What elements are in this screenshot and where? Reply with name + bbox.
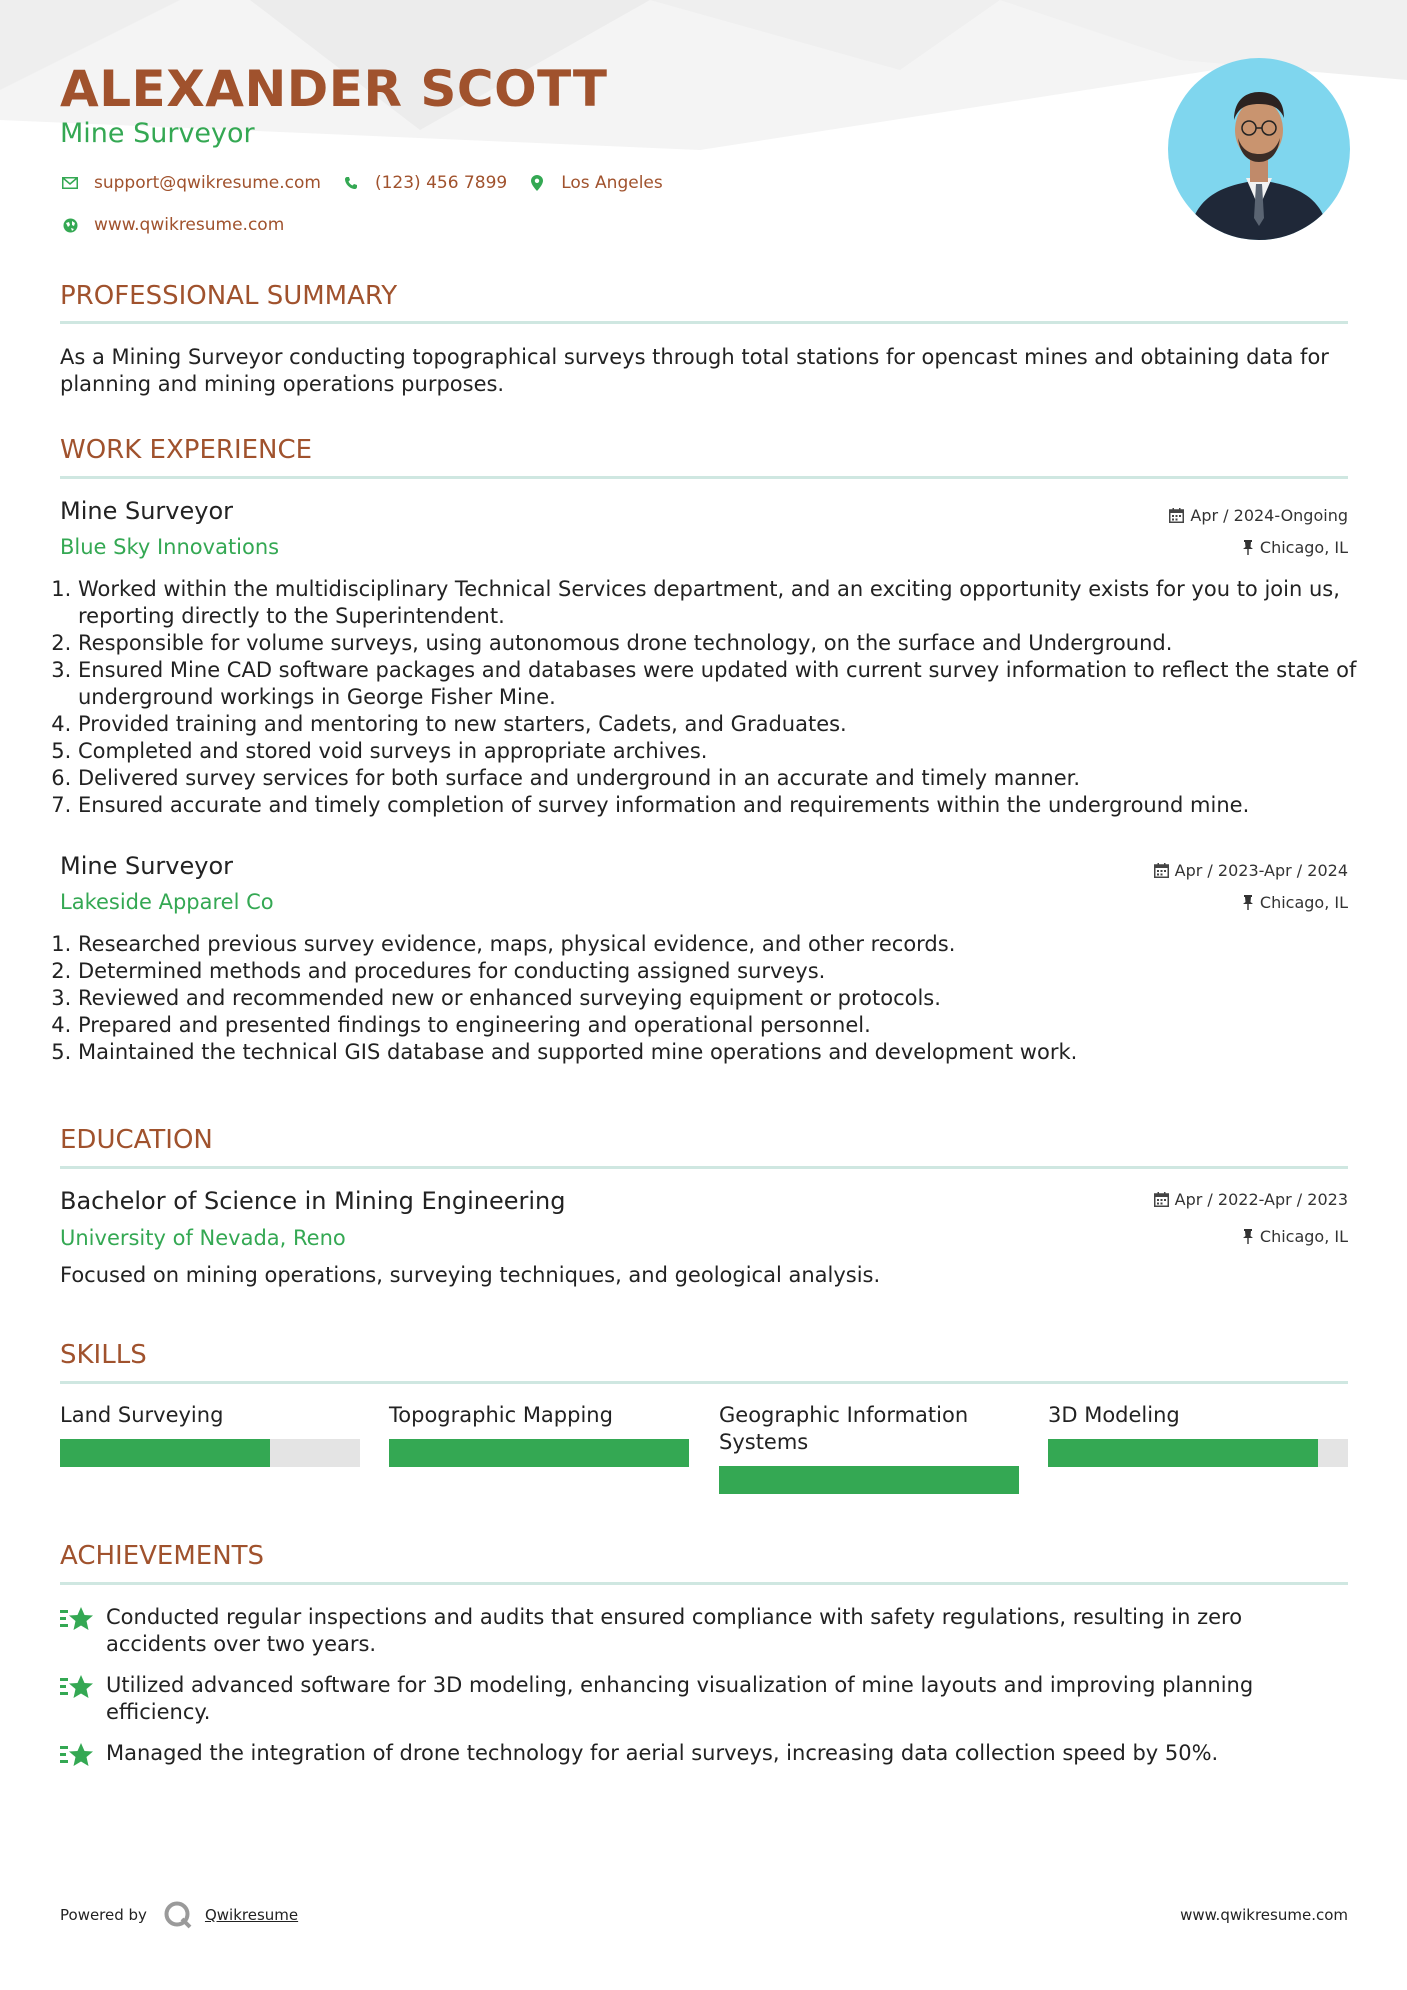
achievement-item bbox=[60, 1604, 1348, 1658]
skill-level-fill bbox=[1048, 1439, 1318, 1467]
job-dates bbox=[1169, 506, 1348, 525]
website-row bbox=[60, 215, 304, 235]
skill-level-bar bbox=[60, 1439, 360, 1467]
list-item: 7. Ensured accurate and timely completion of survey information and requirements within the underground mine. bbox=[78, 792, 1366, 819]
school-name: University of Nevada, Reno bbox=[60, 1226, 346, 1250]
job-location-text: Chicago, IL bbox=[1259, 893, 1348, 912]
education-description: Focused on mining operations, surveying techniques, and geological analysis. bbox=[60, 1263, 881, 1287]
job-responsibilities bbox=[60, 931, 1366, 1066]
skill-item bbox=[60, 1402, 360, 1467]
qwikresume-logo-icon bbox=[163, 1900, 193, 1930]
achievements-divider bbox=[60, 1582, 1348, 1585]
candidate-name: ALEXANDER SCOTT bbox=[60, 60, 608, 118]
job-title: Mine Surveyor bbox=[60, 852, 234, 880]
job-dates-text: Apr / 2024-Ongoing bbox=[1190, 506, 1348, 525]
phone-icon bbox=[341, 173, 361, 193]
skill-level-bar bbox=[389, 1439, 689, 1467]
job-dates-text: Apr / 2023-Apr / 2024 bbox=[1174, 861, 1348, 880]
list-item: 5. Maintained the technical GIS database and supported mine operations and development work. bbox=[78, 1039, 1366, 1066]
skill-item bbox=[1048, 1402, 1348, 1467]
candidate-role: Mine Surveyor bbox=[60, 118, 255, 149]
company-name: Lakeside Apparel Co bbox=[60, 890, 274, 914]
pushpin-icon bbox=[1242, 540, 1254, 555]
achievement-text: Managed the integration of drone technology for aerial surveys, increasing data collection speed by 50%. bbox=[106, 1741, 1219, 1765]
star-icon bbox=[60, 1604, 96, 1658]
skill-level-bar bbox=[719, 1466, 1019, 1494]
achievements-heading: ACHIEVEMENTS bbox=[60, 1541, 265, 1571]
contact-row bbox=[60, 173, 683, 193]
list-item: 3. Ensured Mine CAD software packages and databases were updated with current survey information to reflect the state of underground workings in George Fisher Mine. bbox=[78, 657, 1366, 711]
map-marker-icon bbox=[527, 173, 547, 193]
phone-number: (123) 456 7899 bbox=[374, 173, 508, 193]
education-dates bbox=[1154, 1190, 1348, 1209]
skill-name: Geographic Information Systems bbox=[719, 1403, 969, 1454]
job-dates bbox=[1154, 861, 1348, 880]
degree-title: Bachelor of Science in Mining Engineering bbox=[60, 1187, 566, 1215]
experience-heading: WORK EXPERIENCE bbox=[60, 435, 313, 465]
job-location-text: Chicago, IL bbox=[1259, 538, 1348, 557]
star-icon bbox=[60, 1672, 96, 1726]
calendar-icon bbox=[1154, 863, 1169, 878]
education-divider bbox=[60, 1166, 1348, 1169]
job-location bbox=[1242, 893, 1348, 912]
job-title: Mine Surveyor bbox=[60, 497, 234, 525]
skills-heading: SKILLS bbox=[60, 1340, 147, 1370]
list-item: 1. Researched previous survey evidence, maps, physical evidence, and other records. bbox=[78, 931, 1366, 958]
location-text: Los Angeles bbox=[561, 173, 663, 193]
qwikresume-link[interactable]: Qwikresume bbox=[204, 1906, 299, 1924]
education-heading: EDUCATION bbox=[60, 1125, 213, 1155]
calendar-icon bbox=[1169, 508, 1184, 523]
job-responsibilities bbox=[60, 576, 1366, 819]
footer-powered-by bbox=[60, 1900, 298, 1930]
skill-level-fill bbox=[60, 1439, 270, 1467]
calendar-icon bbox=[1154, 1192, 1169, 1207]
summary-divider bbox=[60, 321, 1348, 324]
pushpin-icon bbox=[1242, 895, 1254, 910]
footer-website[interactable]: www.qwikresume.com bbox=[1180, 1906, 1348, 1924]
list-item: 2. Determined methods and procedures for conducting assigned surveys. bbox=[78, 958, 1366, 985]
list-item: 4. Provided training and mentoring to new starters, Cadets, and Graduates. bbox=[78, 711, 1366, 738]
achievement-item bbox=[60, 1672, 1348, 1726]
skill-level-bar bbox=[1048, 1439, 1348, 1467]
list-item: 4. Prepared and presented findings to engineering and operational personnel. bbox=[78, 1012, 1366, 1039]
skill-item bbox=[389, 1402, 689, 1467]
skill-name: Topographic Mapping bbox=[389, 1403, 613, 1427]
experience-divider bbox=[60, 476, 1348, 479]
education-location-text: Chicago, IL bbox=[1259, 1227, 1348, 1246]
website-link[interactable]: www.qwikresume.com bbox=[94, 215, 285, 235]
education-location bbox=[1242, 1227, 1348, 1246]
achievement-text: Utilized advanced software for 3D modeling, enhancing visualization of mine layouts and improving planning efficiency. bbox=[106, 1673, 1254, 1724]
summary-text: As a Mining Surveyor conducting topographical surveys through total stations for opencast mines and obtaining data for planning and mining operations purposes. bbox=[60, 345, 1329, 396]
star-icon bbox=[60, 1740, 96, 1772]
list-item: 2. Responsible for volume surveys, using autonomous drone technology, on the surface and Underground. bbox=[78, 630, 1366, 657]
list-item: 6. Delivered survey services for both surface and underground in an accurate and timely manner. bbox=[78, 765, 1366, 792]
skills-divider bbox=[60, 1381, 1348, 1384]
skill-level-fill bbox=[719, 1466, 1019, 1494]
list-item: 3. Reviewed and recommended new or enhanced surveying equipment or protocols. bbox=[78, 985, 1366, 1012]
profile-photo bbox=[1168, 58, 1350, 240]
email-link[interactable]: support@qwikresume.com bbox=[94, 173, 321, 193]
achievement-item bbox=[60, 1740, 1348, 1772]
achievement-text: Conducted regular inspections and audits that ensured compliance with safety regulations, resulting in zero accidents over two years. bbox=[106, 1605, 1243, 1656]
skill-level-fill bbox=[389, 1439, 689, 1467]
list-item: 1. Worked within the multidisciplinary Technical Services department, and an exciting opportunity exists for you to join us, reporting directly to the Superintendent. bbox=[78, 576, 1366, 630]
education-dates-text: Apr / 2022-Apr / 2023 bbox=[1174, 1190, 1348, 1209]
powered-by-label: Powered by bbox=[60, 1906, 147, 1924]
skill-item bbox=[719, 1402, 1019, 1494]
list-item: 5. Completed and stored void surveys in appropriate archives. bbox=[78, 738, 1366, 765]
envelope-icon bbox=[60, 173, 80, 193]
globe-icon bbox=[60, 215, 80, 235]
summary-heading: PROFESSIONAL SUMMARY bbox=[60, 281, 398, 311]
skill-name: 3D Modeling bbox=[1048, 1403, 1180, 1427]
company-name: Blue Sky Innovations bbox=[60, 535, 280, 559]
pushpin-icon bbox=[1242, 1229, 1254, 1244]
job-location bbox=[1242, 538, 1348, 557]
skill-name: Land Surveying bbox=[60, 1403, 224, 1427]
